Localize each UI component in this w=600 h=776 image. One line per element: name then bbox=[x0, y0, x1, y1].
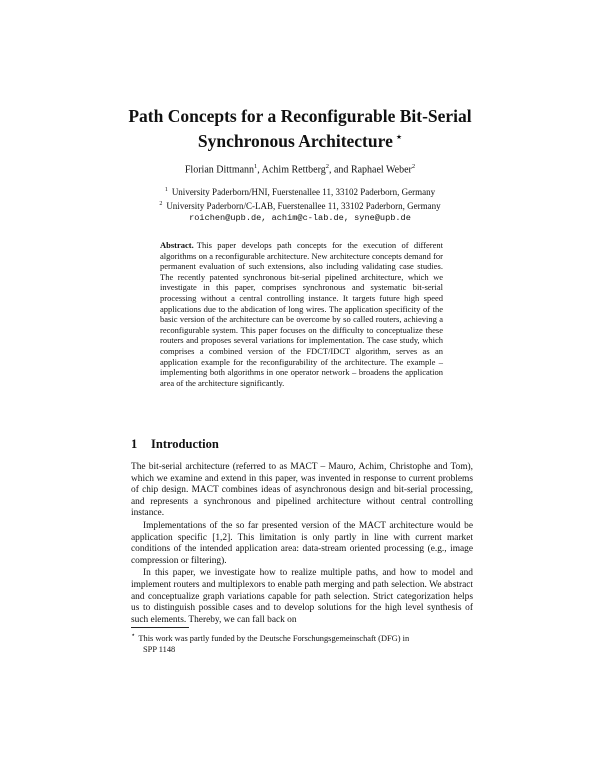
affiliation-2-text: University Paderborn/C-LAB, Fuerstenallee 11, 33102 Paderborn, Germany bbox=[166, 201, 441, 211]
paragraph-1: The bit-serial architecture (referred to as MACT – Mauro, Achim, Christophe and Tom), which we examine and extend in this paper, was invented in response to current problems of chip design. MACT combines ideas of asynchronous design and bit-serial processing, and represents a synchronous and pipelined architecture without central controlling instance. bbox=[131, 462, 473, 519]
affiliation-1-marker: 1 bbox=[164, 187, 168, 193]
footnote-line-2: SPP 1148 bbox=[143, 644, 176, 654]
author-1: Florian Dittmann bbox=[184, 164, 255, 176]
footnote bbox=[131, 630, 473, 655]
title-footnote-star: ⋆ bbox=[395, 132, 403, 143]
author-2: Achim Rettberg bbox=[261, 164, 326, 176]
author-3: Raphael Weber bbox=[350, 164, 412, 176]
author-separator: , bbox=[257, 164, 262, 176]
author-1-affil: 1 bbox=[254, 163, 258, 170]
abstract-text: This paper develops path concepts for the execution of different algorithms on a reconfigurable architecture. New architecture concepts demand for permanent evaluation of such extensions, also including validating case studies. The recently patented synchronous bit-serial pipelined architecture, which we investigate in this paper, comprises synchronous and systematic bit-serial processing without a central controlling instance. It targets future high speed applications due to the abdication of long wires. The application specificity of the basic version of the architecture can be overcome by so called routers, achieving a reconfigurable system. This paper focuses on the difficulty to conceptualize these routers and proposes several variations for implementation. The case study, which comprises a combined version of the FDCT/IDCT algorithm, serves as an application example for the reconfigurability of the architecture. The example – implementing both algorithms in one operator network – broadens the application area of the architecture significantly. bbox=[160, 240, 443, 388]
author-separator: , and bbox=[328, 164, 351, 176]
title-line-2-text: Synchronous Architecture bbox=[197, 130, 393, 151]
section-heading bbox=[131, 437, 219, 452]
abstract-label: Abstract. bbox=[160, 240, 194, 250]
affiliation-1 bbox=[100, 184, 500, 198]
author-2-affil: 2 bbox=[325, 163, 329, 170]
affiliation-2-marker: 2 bbox=[159, 201, 163, 207]
title-line-2 bbox=[100, 127, 500, 152]
author-3-affil: 2 bbox=[411, 163, 416, 170]
affiliation-2 bbox=[100, 198, 500, 212]
section-title: Introduction bbox=[151, 437, 219, 451]
affiliation-1-text: University Paderborn/HNI, Fuerstenallee 11, 33102 Paderborn, Germany bbox=[171, 187, 436, 197]
footnote-star: ⋆ bbox=[131, 631, 136, 639]
author-emails: roichen@upb.de, achim@c-lab.de, syne@upb.de bbox=[189, 213, 411, 223]
footnote-rule bbox=[131, 627, 189, 628]
paragraph-2: Implementations of the so far presented version of the MACT architecture would be application specific [1,2]. This limitation is only partly in line with current market conditions of the intended application area: data-stream oriented processing (e.g., image compression or filtering). bbox=[131, 520, 473, 566]
title-line-1: Path Concepts for a Reconfigurable Bit-Serial bbox=[128, 106, 472, 126]
section-number: 1 bbox=[131, 437, 138, 451]
footnote-line-1 bbox=[131, 630, 473, 644]
abstract bbox=[160, 240, 443, 388]
paper-title bbox=[100, 106, 500, 152]
paragraph-3: In this paper, we investigate how to realize multiple paths, and how to model and implement routers and multiplexors to enable path merging and path selection. We abstract and conceptualize graph variations capable for path selection. Strict categorization helps us to distinguish possible cases and to develop solutions for the high level synthesis of such elements. Thereby, we can fall back on bbox=[131, 568, 473, 625]
affiliations bbox=[100, 184, 500, 224]
author-list bbox=[100, 163, 500, 175]
body-text bbox=[131, 462, 473, 627]
footnote-text: This work was partly funded by the Deutsche Forschungsgemeinschaft (DFG) in bbox=[138, 633, 410, 643]
